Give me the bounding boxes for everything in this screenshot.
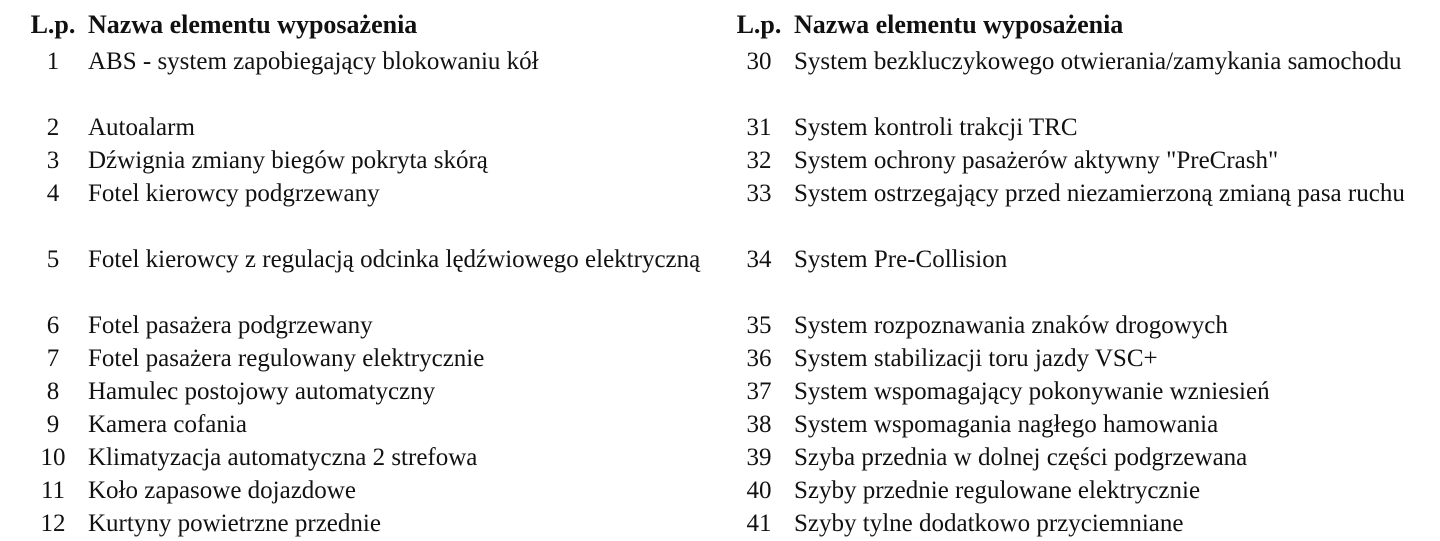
row-number: 4 [46,180,60,207]
lp-header: L.p. [736,10,782,39]
table-row [724,409,1424,442]
row-name: Fotel kierowcy podgrzewany [88,180,380,207]
row-number: 30 [746,48,772,75]
table-row [724,343,1424,376]
row-name: System wspomagający pokonywanie wzniesień [794,378,1270,405]
row-number: 39 [746,444,772,471]
row-name: Klimatyzacja automatyczna 2 strefowa [88,444,478,471]
table-row [724,145,1424,178]
row-name: System kontroli trakcji TRC [794,114,1078,141]
row-name: ABS - system zapobiegający blokowaniu kół [88,48,539,75]
row-number: 33 [746,180,772,207]
row-number: 1 [46,48,60,75]
row-number: 11 [40,477,66,504]
row-number: 5 [46,246,60,273]
name-header: Nazwa elementu wyposażenia [794,10,1124,39]
name-header: Nazwa elementu wyposażenia [88,10,418,39]
row-name: Kamera cofania [88,411,247,438]
row-name: Szyba przednia w dolnej części podgrzewana [794,444,1248,471]
row-number: 6 [46,312,60,339]
row-name: Szyby tylne dodatkowo przyciemniane [794,510,1184,537]
table-row [724,178,1424,244]
row-name: Fotel kierowcy z regulacją odcinka lędźwiowego elektryczną [88,246,701,273]
equipment-table-left [18,8,708,541]
row-number: 8 [46,378,60,405]
table-row [18,244,708,310]
row-number: 32 [746,147,772,174]
row-number: 31 [746,114,772,141]
row-name: System ochrony pasażerów aktywny "PreCrash" [794,147,1279,174]
row-name: System Pre-Collision [794,246,1008,273]
row-number: 12 [40,510,66,537]
row-name: Fotel pasażera regulowany elektrycznie [88,345,485,372]
row-name: System rozpoznawania znaków drogowych [794,312,1228,339]
table-row [724,244,1424,310]
table-row [724,46,1424,112]
row-name: System ostrzegający przed niezamierzoną zmianą pasa ruchu [794,180,1405,207]
row-name: Autoalarm [88,114,195,141]
row-number: 3 [46,147,60,174]
lp-header: L.p. [30,10,76,39]
row-name: System stabilizacji toru jazdy VSC+ [794,345,1158,372]
table-row [724,442,1424,475]
row-name: Hamulec postojowy automatyczny [88,378,436,405]
equipment-table-right [724,8,1424,541]
row-number: 34 [746,246,772,273]
table-row [18,442,708,475]
table-row [724,508,1424,541]
table-row [18,46,708,112]
row-number: 41 [746,510,772,537]
row-name: Koło zapasowe dojazdowe [88,477,356,504]
row-name: Kurtyny powietrzne przednie [88,510,381,537]
table-row [18,475,708,508]
row-number: 40 [746,477,772,504]
row-number: 7 [46,345,60,372]
table-row [724,376,1424,409]
row-name: System bezkluczykowego otwierania/zamykania samochodu [794,48,1402,75]
table-row [18,112,708,145]
row-number: 37 [746,378,772,405]
table-row [18,343,708,376]
table-row [18,376,708,409]
row-number: 2 [46,114,60,141]
row-number: 35 [746,312,772,339]
row-number: 9 [46,411,60,438]
row-number: 10 [40,444,66,471]
table-row [18,409,708,442]
table-row [724,112,1424,145]
row-number: 38 [746,411,772,438]
table-row [18,310,708,343]
table-header [724,8,1424,46]
row-name: Szyby przednie regulowane elektrycznie [794,477,1201,504]
row-name: Dźwignia zmiany biegów pokryta skórą [88,147,488,174]
table-header [18,8,708,46]
table-row [18,178,708,244]
row-name: Fotel pasażera podgrzewany [88,312,373,339]
table-row [724,475,1424,508]
table-row [724,310,1424,343]
table-row [18,145,708,178]
row-name: System wspomagania nagłego hamowania [794,411,1219,438]
row-number: 36 [746,345,772,372]
table-row [18,508,708,541]
